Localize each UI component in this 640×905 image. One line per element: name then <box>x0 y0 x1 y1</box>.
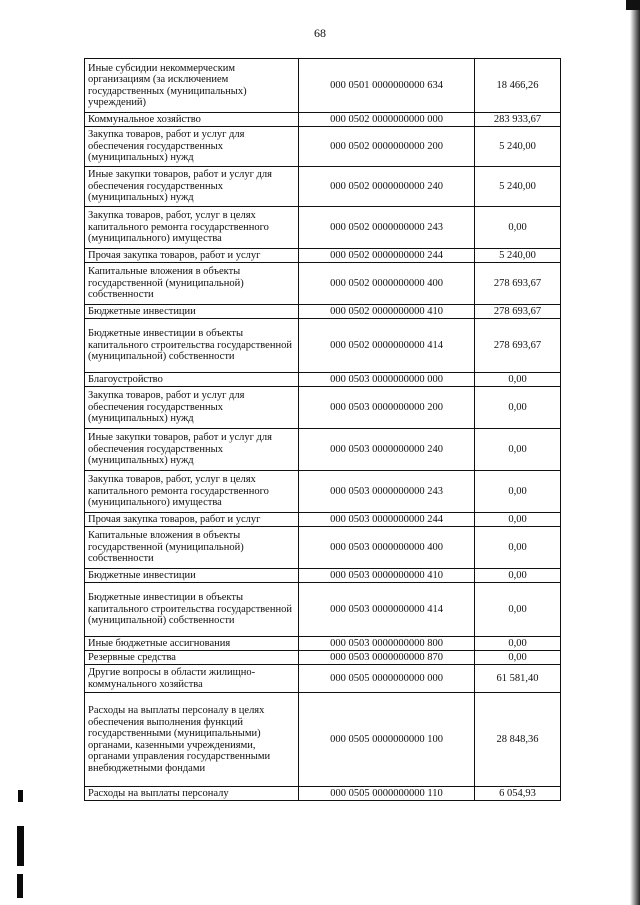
row-amount: 5 240,00 <box>475 167 561 207</box>
row-name: Иные бюджетные ассигнования <box>85 637 299 651</box>
row-amount: 0,00 <box>475 471 561 513</box>
row-name: Бюджетные инвестиции <box>85 569 299 583</box>
row-amount: 0,00 <box>475 513 561 527</box>
row-amount: 28 848,36 <box>475 693 561 787</box>
table-row <box>85 59 561 113</box>
table-row <box>85 693 561 787</box>
row-amount: 278 693,67 <box>475 305 561 319</box>
row-amount: 0,00 <box>475 527 561 569</box>
table-row <box>85 637 561 651</box>
row-amount: 283 933,67 <box>475 113 561 127</box>
table-row <box>85 665 561 693</box>
row-name: Капитальные вложения в объекты государственной (муниципальной) собственности <box>85 527 299 569</box>
row-name: Иные субсидии некоммерческим организациям (за исключением государственных (муниципальных) учреждений) <box>85 59 299 113</box>
table-row <box>85 319 561 373</box>
table-row <box>85 787 561 801</box>
table-row <box>85 113 561 127</box>
row-amount: 0,00 <box>475 207 561 249</box>
row-code: 000 0502 0000000000 244 <box>299 249 475 263</box>
row-code: 000 0503 0000000000 414 <box>299 583 475 637</box>
row-amount: 0,00 <box>475 373 561 387</box>
row-code: 000 0503 0000000000 243 <box>299 471 475 513</box>
row-name: Капитальные вложения в объекты государственной (муниципальной) собственности <box>85 263 299 305</box>
binding-mark <box>18 790 23 802</box>
row-code: 000 0503 0000000000 244 <box>299 513 475 527</box>
row-code: 000 0503 0000000000 410 <box>299 569 475 583</box>
row-amount: 278 693,67 <box>475 319 561 373</box>
row-code: 000 0503 0000000000 870 <box>299 651 475 665</box>
table-row <box>85 249 561 263</box>
row-name: Иные закупки товаров, работ и услуг для обеспечения государственных (муниципальных) нужд <box>85 429 299 471</box>
row-name: Бюджетные инвестиции в объекты капитального строительства государственной (муниципальной) собственности <box>85 319 299 373</box>
binding-mark <box>17 874 23 898</box>
table-row <box>85 127 561 167</box>
row-amount: 278 693,67 <box>475 263 561 305</box>
row-code: 000 0502 0000000000 240 <box>299 167 475 207</box>
row-code: 000 0502 0000000000 200 <box>299 127 475 167</box>
row-name: Закупка товаров, работ и услуг для обеспечения государственных (муниципальных) нужд <box>85 387 299 429</box>
row-amount: 0,00 <box>475 429 561 471</box>
table-row <box>85 373 561 387</box>
row-code: 000 0502 0000000000 414 <box>299 319 475 373</box>
binding-mark <box>17 826 24 866</box>
row-code: 000 0503 0000000000 000 <box>299 373 475 387</box>
row-amount: 0,00 <box>475 569 561 583</box>
row-name: Благоустройство <box>85 373 299 387</box>
row-code: 000 0502 0000000000 410 <box>299 305 475 319</box>
row-name: Прочая закупка товаров, работ и услуг <box>85 513 299 527</box>
row-code: 000 0502 0000000000 243 <box>299 207 475 249</box>
row-amount: 5 240,00 <box>475 249 561 263</box>
row-name: Закупка товаров, работ, услуг в целях капитального ремонта государственного (муниципального) имущества <box>85 207 299 249</box>
table-row <box>85 569 561 583</box>
table-row <box>85 583 561 637</box>
row-name: Иные закупки товаров, работ и услуг для обеспечения государственных (муниципальных) нужд <box>85 167 299 207</box>
row-amount: 0,00 <box>475 651 561 665</box>
row-code: 000 0503 0000000000 200 <box>299 387 475 429</box>
row-code: 000 0503 0000000000 240 <box>299 429 475 471</box>
budget-table <box>84 58 561 801</box>
table-row <box>85 651 561 665</box>
table-row <box>85 305 561 319</box>
row-amount: 0,00 <box>475 637 561 651</box>
row-name: Закупка товаров, работ, услуг в целях капитального ремонта государственного (муниципального) имущества <box>85 471 299 513</box>
row-name: Резервные средства <box>85 651 299 665</box>
scan-edge-corner <box>626 0 640 10</box>
row-name: Расходы на выплаты персоналу в целях обеспечения выполнения функций государственными (муниципальными) органами, казенными учреждениями, органами управления государственными внебюджетными фондами <box>85 693 299 787</box>
table-row <box>85 471 561 513</box>
row-name: Прочая закупка товаров, работ и услуг <box>85 249 299 263</box>
row-amount: 6 054,93 <box>475 787 561 801</box>
scan-edge-shadow <box>630 0 640 905</box>
table-row <box>85 207 561 249</box>
row-code: 000 0502 0000000000 000 <box>299 113 475 127</box>
table-row <box>85 513 561 527</box>
row-name: Другие вопросы в области жилищно-коммунального хозяйства <box>85 665 299 693</box>
row-name: Бюджетные инвестиции <box>85 305 299 319</box>
row-amount: 61 581,40 <box>475 665 561 693</box>
row-name: Бюджетные инвестиции в объекты капитального строительства государственной (муниципальной) собственности <box>85 583 299 637</box>
row-amount: 5 240,00 <box>475 127 561 167</box>
page-number: 68 <box>314 26 326 40</box>
row-code: 000 0505 0000000000 100 <box>299 693 475 787</box>
row-code: 000 0503 0000000000 400 <box>299 527 475 569</box>
row-amount: 0,00 <box>475 387 561 429</box>
table-row <box>85 263 561 305</box>
table-row <box>85 167 561 207</box>
row-code: 000 0503 0000000000 800 <box>299 637 475 651</box>
row-name: Коммунальное хозяйство <box>85 113 299 127</box>
row-name: Закупка товаров, работ и услуг для обеспечения государственных (муниципальных) нужд <box>85 127 299 167</box>
row-code: 000 0502 0000000000 400 <box>299 263 475 305</box>
row-name: Расходы на выплаты персоналу <box>85 787 299 801</box>
table-row <box>85 527 561 569</box>
row-amount: 0,00 <box>475 583 561 637</box>
table-row <box>85 387 561 429</box>
row-amount: 18 466,26 <box>475 59 561 113</box>
row-code: 000 0505 0000000000 000 <box>299 665 475 693</box>
table-row <box>85 429 561 471</box>
row-code: 000 0505 0000000000 110 <box>299 787 475 801</box>
row-code: 000 0501 0000000000 634 <box>299 59 475 113</box>
